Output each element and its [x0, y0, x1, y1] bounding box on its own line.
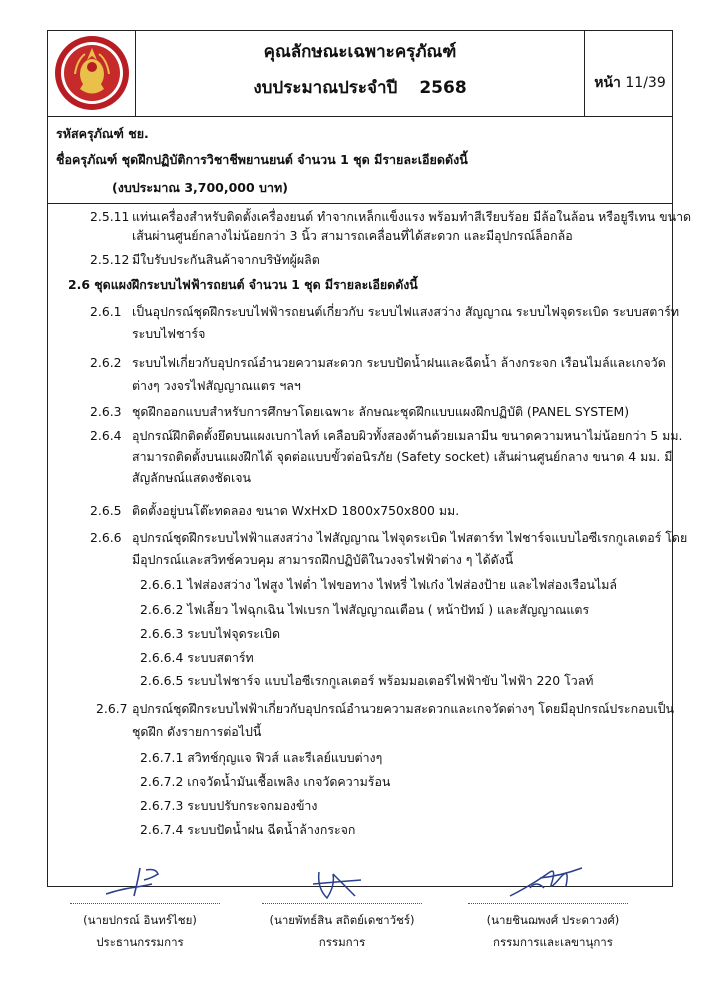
item-number: 2.6.1 — [90, 304, 122, 319]
page-number — [585, 72, 675, 94]
budget-year-value: 2568 — [419, 78, 467, 98]
item-text: อุปกรณ์ฝึกติดตั้งยึดบนแผงเบกาไลท์ เคลือบผิวทั้งสองด้านด้วยเมลามีน ขนาดความหนาไม่น้อยกว่า 5 มม. — [132, 428, 683, 443]
document-title: คุณลักษณะเฉพาะครุภัณฑ์ — [263, 42, 457, 62]
budget-year-label: งบประมาณประจำปี — [253, 78, 398, 98]
item-number: 2.6.7 — [96, 701, 128, 716]
item-text: อุปกรณ์ชุดฝึกระบบไฟฟ้าเกี่ยวกับอุปกรณ์อำนวยความสะดวกและเกจวัดต่างๆ โดยมีอุปกรณ์ประกอบเป็น — [132, 701, 674, 716]
signature-line — [70, 903, 220, 904]
sub-item: 2.6.7.4 ระบบปัดน้ำฝน ฉีดน้ำล้างกระจก — [140, 822, 356, 837]
sub-item: 2.6.7.2 เกจวัดน้ำมันเชื้อเพลิง เกจวัดความร้อน — [140, 774, 391, 789]
signature-secretary — [500, 858, 590, 902]
signer-name: (นายชินฌพงศ์ ประดาวงศ์) — [486, 913, 620, 927]
item-text: มีอุปกรณ์และสวิทช์ควบคุม สามารถฝึกปฏิบัติในวงจรไฟฟ้าต่าง ๆ ได้ดังนี้ — [132, 552, 514, 567]
signer-name: (นายพัทธ์สิน สถิตย์เดชาวัชร์) — [269, 913, 415, 927]
sub-item: 2.6.6.4 ระบบสตาร์ท — [140, 650, 254, 665]
item-text: ระบบไฟชาร์จ — [132, 326, 206, 341]
signer-role: ประธานกรรมการ — [96, 935, 184, 949]
item-number: 2.6.6 — [90, 530, 122, 545]
item-number: 2.5.11 — [90, 209, 130, 224]
signature-line — [468, 903, 628, 904]
item-number: 2.6.2 — [90, 355, 122, 370]
item-text: เส้นผ่านศูนย์กลางไม่น้อยกว่า 3 นิ้ว สามารถเคลื่อนที่ได้สะดวก และมีอุปกรณ์ล็อกล้อ — [132, 228, 573, 243]
meta-bottom-border — [47, 203, 673, 204]
budget-year-heading — [140, 74, 580, 101]
budget-amount: (งบประมาณ 3,700,000 บาท) — [112, 180, 288, 195]
equipment-code: รหัสครุภัณฑ์ ชย. — [56, 126, 149, 141]
page-value: 11/39 — [625, 75, 666, 91]
section-heading: 2.6 ชุดแผงฝึกระบบไฟฟ้ารถยนต์ จำนวน 1 ชุด มีรายละเอียดดังนี้ — [68, 277, 418, 292]
sub-item: 2.6.6.1 ไฟส่องสว่าง ไฟสูง ไฟต่ำ ไฟขอทาง ไฟหรี่ ไฟเก๋ง ไฟส่องป้าย และไฟส่องเรือนไมล์ — [140, 577, 618, 592]
vocational-education-seal-logo — [53, 34, 131, 112]
item-text: ต่างๆ วงจรไฟสัญญาณแตร ฯลฯ — [132, 378, 301, 393]
item-text: ระบบไฟเกี่ยวกับอุปกรณ์อำนวยความสะดวก ระบบปัดน้ำฝนและฉีดน้ำ ล้างกระจก เรือนไมล์และเกจวัด — [132, 355, 666, 370]
logo-divider — [135, 30, 136, 116]
item-text: มีใบรับประกันสินค้าจากบริษัทผู้ผลิต — [132, 252, 320, 267]
signature-line — [262, 903, 422, 904]
item-text: อุปกรณ์ชุดฝึกระบบไฟฟ้าแสงสว่าง ไฟสัญญาณ ไฟจุดระเบิด ไฟสตาร์ท ไฟชาร์จแบบไอซีเรกกูเลเตอร์ โดย — [132, 530, 688, 545]
sub-item: 2.6.7.3 ระบบปรับกระจกมองข้าง — [140, 798, 318, 813]
sub-item: 2.6.6.2 ไฟเลี้ยว ไฟฉุกเฉิน ไฟเบรก ไฟสัญญาณเตือน ( หน้าปัทม์ ) และสัญญาณแตร — [140, 602, 590, 617]
page-label: หน้า — [594, 75, 621, 91]
item-text: ติดตั้งอยู่บนโต๊ะทดลอง ขนาด WxHxD 1800x750x800 มม. — [132, 503, 460, 518]
sub-item: 2.6.7.1 สวิทช์กุญแจ ฟิวส์ และรีเลย์แบบต่างๆ — [140, 750, 383, 765]
item-text: สัญลักษณ์แสดงชัดเจน — [132, 470, 251, 485]
item-text: เป็นอุปกรณ์ชุดฝึกระบบไฟฟ้ารถยนต์เกี่ยวกับ ระบบไฟแสงสว่าง สัญญาณ ระบบไฟจุดระเบิด ระบบสตาร์ท — [132, 304, 680, 319]
signer-name: (นายปกรณ์ อินทร์ไชย) — [83, 913, 197, 927]
item-text: ชุดฝึกออกแบบสำหรับการศึกษาโดยเฉพาะ ลักษณะชุดฝึกแบบแผงฝึกปฏิบัติ (PANEL SYSTEM) — [132, 404, 630, 419]
header-bottom-border — [47, 116, 673, 117]
signer-role: กรรมการและเลขานุการ — [493, 935, 613, 949]
item-text: สามารถติดตั้งบนแผงฝึกได้ จุดต่อแบบขั้วต่อนิรภัย (Safety socket) เส้นผ่านศูนย์กลาง ขนาด 4 มม. มี — [132, 449, 673, 464]
sub-item: 2.6.6.5 ระบบไฟชาร์จ แบบไอซีเรกกูเลเตอร์ พร้อมมอเตอร์ไฟฟ้าขับ ไฟฟ้า 220 โวลท์ — [140, 673, 594, 688]
signature-chairman — [100, 860, 190, 902]
item-number: 2.6.3 — [90, 404, 122, 419]
item-text: แท่นเครื่องสำหรับติดตั้งเครื่องยนต์ ทำจากเหล็กแข็งแรง พร้อมทำสีเรียบร้อย มีล้อในล้อน หรือยูรีเทน ขนาด — [132, 209, 692, 224]
equipment-name: ชื่อครุภัณฑ์ ชุดฝึกปฏิบัติการวิชาชีพยานยนต์ จำนวน 1 ชุด มีรายละเอียดดังนี้ — [56, 152, 468, 167]
signer-role: กรรมการ — [318, 935, 366, 949]
signature-committee-member — [305, 866, 375, 904]
sub-item: 2.6.6.3 ระบบไฟจุดระเบิด — [140, 626, 281, 641]
item-number: 2.6.5 — [90, 503, 122, 518]
item-text: ชุดฝึก ดังรายการต่อไปนี้ — [132, 724, 262, 739]
item-number: 2.5.12 — [90, 252, 130, 267]
item-number: 2.6.4 — [90, 428, 122, 443]
